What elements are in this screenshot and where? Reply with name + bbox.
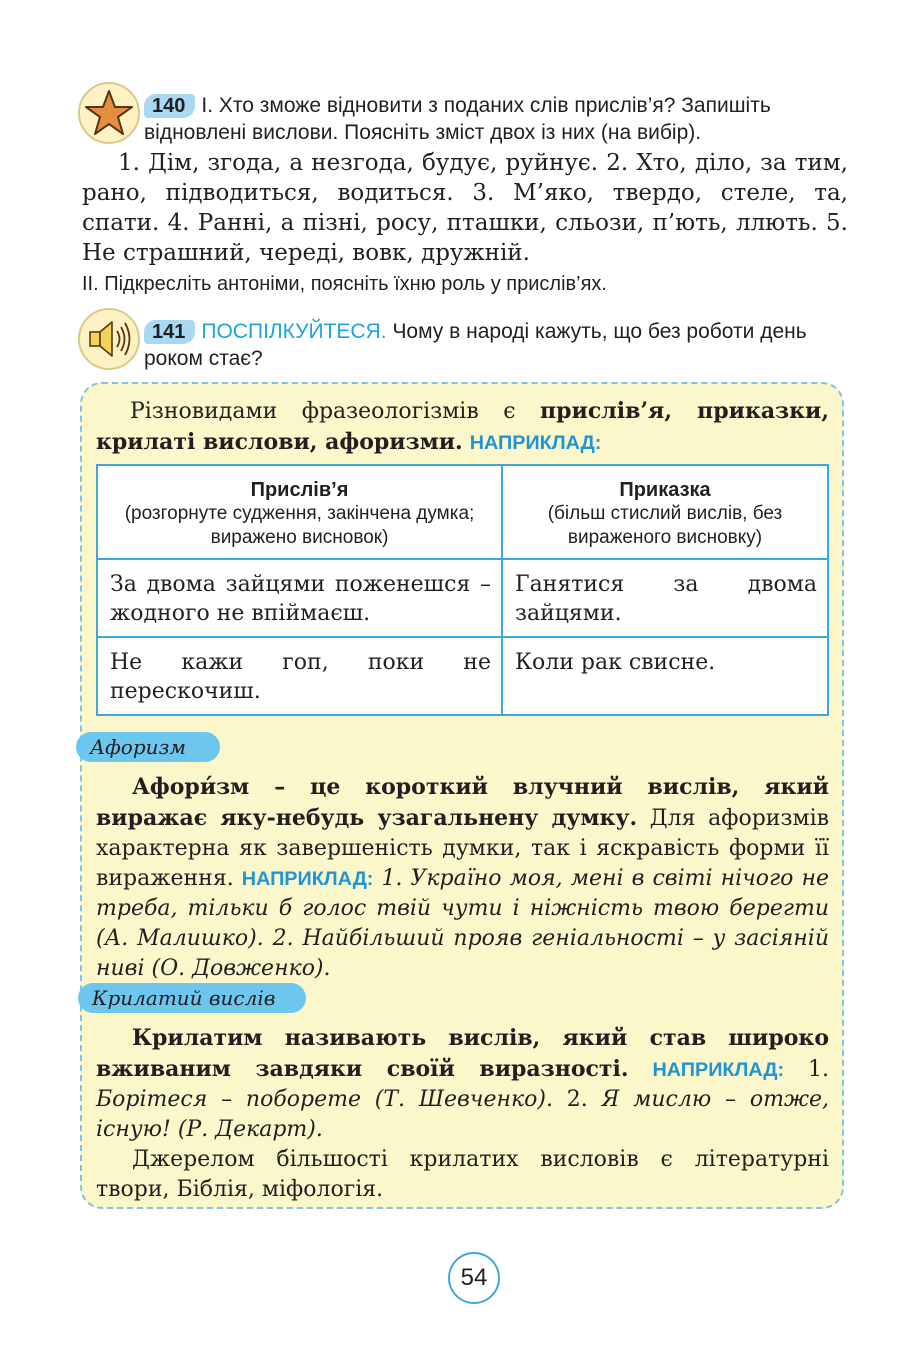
exercise-140-task-2: ІІ. Підкресліть антоніми, поясніть їхню роль у прислів’ях. xyxy=(82,273,607,295)
exercise-140-text xyxy=(144,92,849,146)
table-row xyxy=(97,637,828,715)
exercise-instruction: І. Хто зможе відновити з поданих слів прислів’я? Запишіть відновлені вислови. Поясніть зміст двох із них (на вибір). xyxy=(144,94,771,144)
exercise-141-text xyxy=(144,318,849,372)
intro-bold: прислів’я, приказки, крилаті вислови, афоризми. xyxy=(96,398,829,455)
exercise-number: 140 xyxy=(144,94,195,118)
speaker-icon xyxy=(78,308,140,370)
example-label: НАПРИКЛАД: xyxy=(241,868,374,890)
table-header-proverb xyxy=(97,465,502,559)
aphorism-tag: Афоризм xyxy=(76,732,220,762)
table-cell: Ганятися за двома зайцями. xyxy=(502,559,828,637)
header-title: Приказка xyxy=(619,479,711,501)
intro-text: Різновидами фразеологізмів є xyxy=(130,399,541,424)
aphorism-term: Афори́зм xyxy=(132,774,250,800)
winged-expression-paragraph xyxy=(96,1023,829,1205)
header-desc: (розгорнуте судження, закінчена думка; виражено висновок) xyxy=(124,503,475,548)
aphorism-examples: 1. Україно моя, мені в світі нічого не треба, тільки б голос твій чути і ніжність твою берегти (А. Малишко). 2. Найбільший прояв геніальності – у засіяній ниві (О. Довженко). xyxy=(96,866,829,981)
table-cell: За двома зайцями поженешся – жодного не впіймаєш. xyxy=(97,559,502,637)
exercise-instruction: Чому в народі кажуть, що без роботи день роком стає? xyxy=(144,320,807,370)
example-number: 2. xyxy=(552,1087,602,1112)
header-title: Прислів’я xyxy=(250,479,349,501)
aphorism-paragraph xyxy=(96,772,829,984)
proverb-saying-table xyxy=(96,464,829,716)
winged-example: Борітеся – поборете (Т. Шевченко). xyxy=(96,1087,553,1112)
winged-example: Я мислю – отже, існую! (Р. Декарт). xyxy=(96,1087,829,1142)
winged-expression-tag: Крилатий вислів xyxy=(78,983,306,1013)
table-cell: Не кажи гоп, поки не перескочиш. xyxy=(97,637,502,715)
winged-definition: Крилатим називають вислів, який став широко вживаним завдяки своїй виразності. xyxy=(96,1025,829,1082)
aphorism-explanation: Для афоризмів характерна як завершеність думки, так і яскравість форми її вираження. xyxy=(96,806,830,891)
proverb-words: 1. Дім, згода, а незгода, будує, руйнує. 2. Хто, діло, за тим, рано, підводиться, водиться. 3. М’яко, твердо, стеле, та, спати. 4. Ранні, а пізні, росу, пташки, сльози, п’ють, ллють. 5. Не страшний, череді, вовк, дружній. xyxy=(82,150,848,266)
theory-intro xyxy=(96,396,829,458)
table-row xyxy=(97,559,828,637)
table-cell: Коли рак свисне. xyxy=(502,637,828,715)
winged-sources: Джерелом більшості крилатих висловів є літературні твори, Біблія, міфологія. xyxy=(96,1147,829,1202)
header-desc: (більш стислий вислів, без вираженого висновку) xyxy=(547,503,783,548)
aphorism-definition: – це короткий влучний вислів, який виражає яку-небудь узагальнену думку. xyxy=(96,774,829,831)
star-icon xyxy=(78,82,140,144)
page-number: 54 xyxy=(448,1252,500,1304)
table-header-saying xyxy=(502,465,828,559)
example-label: НАПРИКЛАД: xyxy=(469,432,602,454)
example-label: НАПРИКЛАД: xyxy=(652,1059,785,1081)
example-number: 1. xyxy=(784,1057,830,1082)
exercise-number: 141 xyxy=(144,320,195,344)
exercise-keyword: ПОСПІЛКУЙТЕСЯ. xyxy=(201,320,387,343)
